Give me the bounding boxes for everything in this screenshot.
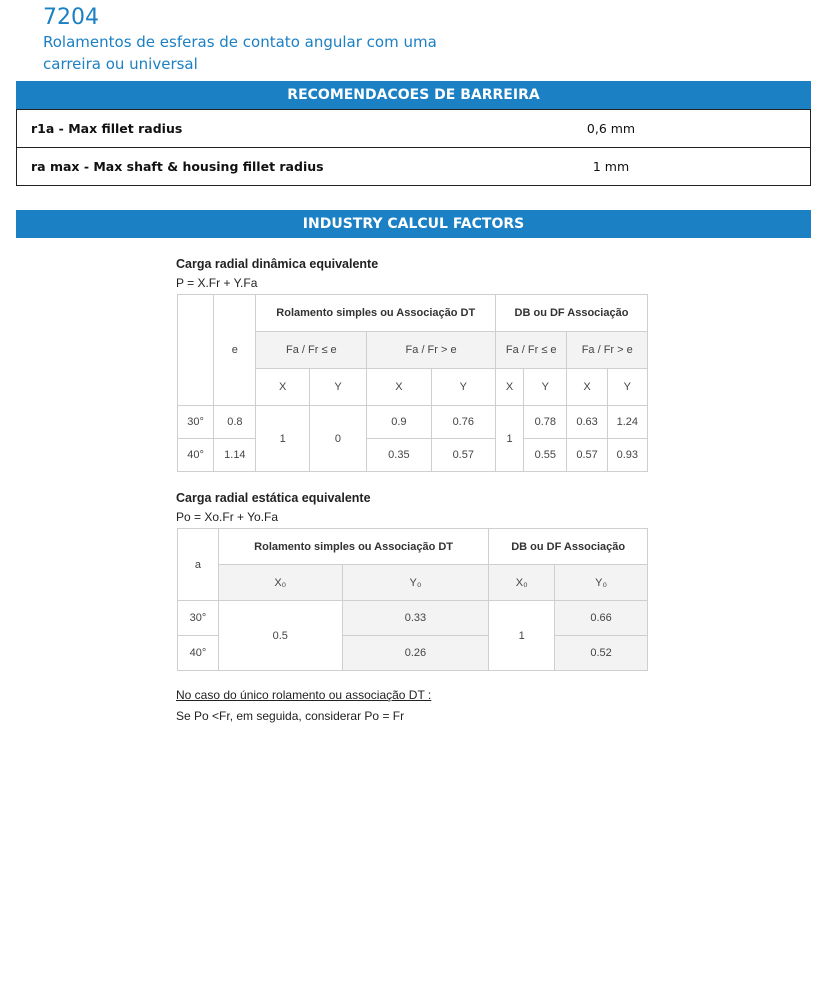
group-single-header: Rolamento simples ou Associação DT: [218, 529, 488, 565]
col-e-header: e: [214, 295, 256, 406]
shoulder-value: 0,6 mm: [412, 110, 811, 148]
shoulder-label: r1a - Max fillet radius: [17, 110, 412, 148]
y-cell: 0.93: [607, 439, 647, 472]
col-x-header: X: [495, 369, 523, 406]
col-y-header: Y: [431, 369, 495, 406]
shoulder-label: ra max - Max shaft & housing fillet radius: [17, 148, 412, 186]
static-load-formula: Po = Xo.Fr + Yo.Fa: [176, 510, 279, 524]
col-y-header: Y: [524, 369, 567, 406]
note-text: Se Po <Fr, em seguida, considerar Po = Fr: [176, 709, 405, 723]
group-pair-header: DB ou DF Associação: [489, 529, 648, 565]
shoulder-table: [16, 109, 811, 186]
note-title: No caso do único rolamento ou associação DT :: [176, 688, 432, 702]
col-y-header: Y: [309, 369, 366, 406]
x-cell: 0.9: [367, 406, 431, 439]
col-y-header: Y: [607, 369, 647, 406]
x-cell: 1: [256, 406, 309, 472]
col-x0-header: X₀: [489, 565, 555, 601]
cond-gt-header: Fa / Fr > e: [567, 332, 648, 369]
x-cell: 0.57: [567, 439, 607, 472]
group-single-header: Rolamento simples ou Associação DT: [256, 295, 496, 332]
table-row: [178, 406, 648, 439]
cond-gt-header: Fa / Fr > e: [367, 332, 496, 369]
y0-cell: 0.52: [555, 636, 648, 671]
col-x-header: X: [567, 369, 607, 406]
x-cell: 0.35: [367, 439, 431, 472]
y0-cell: 0.66: [555, 601, 648, 636]
x-cell: 0.63: [567, 406, 607, 439]
table-row: [17, 148, 811, 186]
y-cell: 0.78: [524, 406, 567, 439]
col-a-header: a: [178, 529, 219, 601]
group-pair-header: DB ou DF Associação: [495, 295, 647, 332]
cond-le-header: Fa / Fr ≤ e: [495, 332, 566, 369]
table-row: [17, 110, 811, 148]
x0-cell: 0.5: [218, 601, 342, 671]
col-x-header: X: [256, 369, 309, 406]
e-cell: 0.8: [214, 406, 256, 439]
table-row: [178, 439, 648, 472]
angle-cell: 30°: [178, 406, 214, 439]
x-cell: 1: [495, 406, 523, 472]
col-x-header: X: [367, 369, 431, 406]
blank-header-cell: [178, 295, 214, 406]
dynamic-load-formula: P = X.Fr + Y.Fa: [176, 276, 258, 290]
y0-cell: 0.33: [342, 601, 489, 636]
angle-cell: 40°: [178, 636, 219, 671]
dynamic-load-heading: Carga radial dinâmica equivalente: [176, 257, 379, 271]
static-load-heading: Carga radial estática equivalente: [176, 491, 371, 505]
angle-cell: 30°: [178, 601, 219, 636]
angle-cell: 40°: [178, 439, 214, 472]
static-factors-table: [177, 528, 648, 671]
calculation-factors-panel: [172, 251, 654, 731]
y0-cell: 0.26: [342, 636, 489, 671]
y-cell: 0.57: [431, 439, 495, 472]
shoulder-section-title: RECOMENDACOES DE BARREIRA: [16, 81, 811, 109]
shoulder-value: 1 mm: [412, 148, 811, 186]
table-row: [178, 601, 648, 636]
y-cell: 1.24: [607, 406, 647, 439]
y-cell: 0: [309, 406, 366, 472]
dynamic-factors-table: [177, 294, 648, 472]
product-subtitle: Rolamentos de esferas de contato angular com uma carreira ou universal: [43, 33, 437, 73]
x0-cell: 1: [489, 601, 555, 671]
col-x0-header: X₀: [218, 565, 342, 601]
y-cell: 0.55: [524, 439, 567, 472]
e-cell: 1.14: [214, 439, 256, 472]
product-code: 7204: [43, 5, 99, 30]
col-y0-header: Y₀: [342, 565, 489, 601]
cond-le-header: Fa / Fr ≤ e: [256, 332, 367, 369]
factors-section-title: INDUSTRY CALCUL FACTORS: [16, 210, 811, 238]
col-y0-header: Y₀: [555, 565, 648, 601]
y-cell: 0.76: [431, 406, 495, 439]
